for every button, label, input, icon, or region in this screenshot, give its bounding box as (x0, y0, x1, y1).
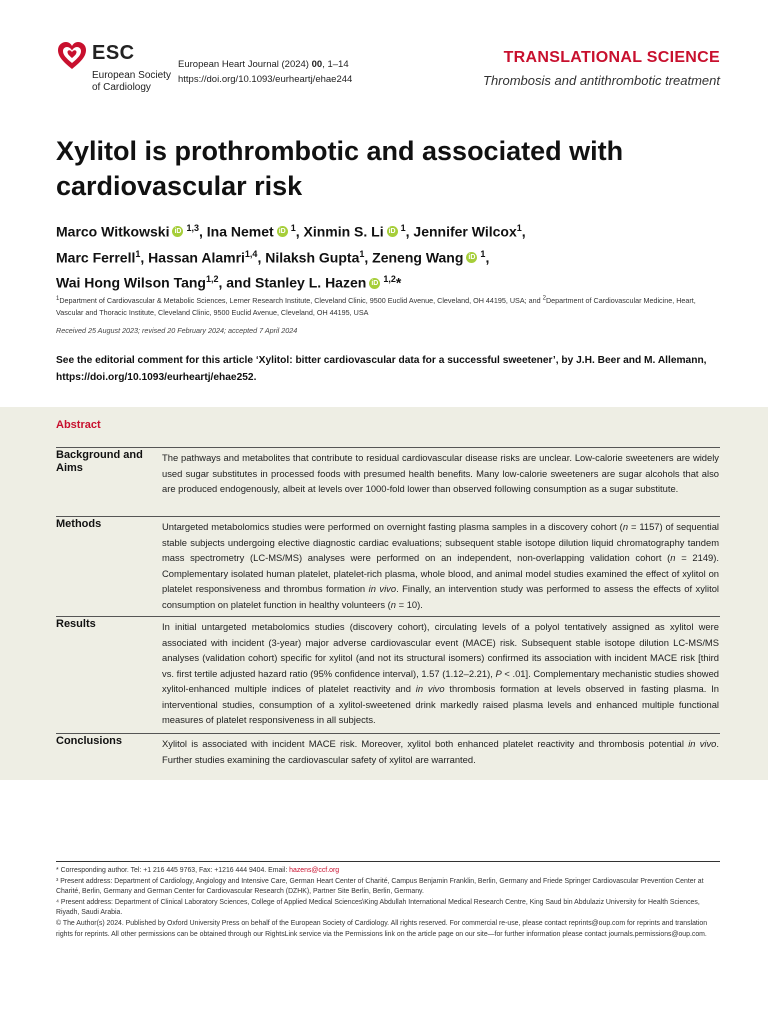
doi-link[interactable]: https://doi.org/10.1093/eurheartj/ehae244 (178, 74, 353, 85)
author-list: Marco Witkowski iD $^{1,3}$, Ina Nemet iD $^1$, Xinmin S. Li iD $^1$, Jennifer Wilcox$^1$, Marc Ferrell$^1$, Hassan Alamri$^{1,4}$, Nilaksh Gupta$^1$, Zeneng Wang iD $^1$, Wai Hong Wilson Tang$^{1,2}$, and Stanley L. Hazen iD $^{1,2}$* (56, 223, 526, 291)
esc-name-line2: of Cardiology (92, 82, 151, 93)
author-affiliation-sup: 1 (290, 223, 296, 233)
author-affiliation-sup: 1,3 (186, 223, 199, 233)
journal-volume: 00 (311, 59, 323, 70)
abstract-section-results (56, 616, 720, 732)
author-affiliation-sup: 1,2 (205, 274, 219, 285)
journal-name: European Heart Journal (2024) (178, 59, 309, 70)
editorial-note: See the editorial comment for this article ‘Xylitol: bitter cardiovascular data for a successful sweetener’, by J.H. Beer and M. Allemann, https://doi.org/10.1093/eurheartj/ehae252. (56, 355, 707, 383)
section-title: TRANSLATIONAL SCIENCE (503, 49, 720, 66)
journal-pages: , 1–14 (322, 59, 349, 70)
article-title: Xylitol is prothrombotic and associated with cardiovascular risk (56, 136, 624, 201)
author-name: Jennifer Wilcox (413, 223, 517, 240)
copyright-notice: © The Author(s) 2024. Published by Oxford University Press on behalf of the European Society of Cardiology. All rights reserved. For commercial re-use, please contact reprints@oup.com for reprints and translation rights for reprints. All other permissions can be obtained through our RightsLink service via the Permissions link on the article page on our site—for further information please contact journals.permissions@oup.com. (56, 919, 708, 938)
footnotes (56, 861, 720, 940)
abstract-heading: Abstract (56, 419, 101, 431)
author-affiliation-sup: 1 (516, 223, 522, 233)
author-affiliation-sup: 1 (480, 248, 486, 259)
page-header (56, 40, 720, 100)
abstract-text: In initial untargeted metabolomics studies (discovery cohort), circulating levels of a polyol tentatively assigned as xylitol were associated with incident (3-year) major adverse cardiovascular event (MACE) risk. Subsequent stable isotope dilution LC-MS/MS analyses (validation cohort) specific for xylitol (and not its structural isomers) confirmed its association with incident MACE risk [third vs. first tertile adjusted hazard ratio (95% confidence interval), 1.57 (1.12–2.21), P < .01]. Complementary mechanistic studies showed xylitol-enhanced multiple indices of platelet reactivity and in vivo thrombosis formation at levels observed in fasting plasma. In interventional studies, consumption of a xylitol-sweetened drink markedly raised plasma levels and enhanced multiple functional measures of platelet responsiveness in all subjects. (162, 621, 719, 725)
section-subtitle: Thrombosis and antithrombotic treatment (483, 73, 720, 88)
email-link[interactable]: hazens@ccf.org (289, 867, 340, 874)
abstract-box (0, 407, 768, 780)
esc-heart-icon (56, 40, 88, 72)
author-affiliation-sup: 1 (359, 248, 365, 259)
abstract-section-conclusions (56, 733, 720, 774)
author-name: Zeneng Wang (372, 249, 464, 266)
abstract-section-background (56, 447, 720, 515)
esc-full-name (92, 70, 171, 94)
orcid-icon[interactable]: iD (278, 228, 286, 236)
abstract-label: Results (56, 618, 96, 630)
footnote-present-address-3: ³ Present address: Department of Cardiology, Angiology and Intensive Care, German Heart Center of Charité, Campus Benjamin Franklin, Berlin, Germany and Friede Springer Cardiovascular Prevention Center at Charité, Berlin, Germany and German Center for Cardiovascular Research (DZHK), Partner Site Berlin, Berlin, Germany. (56, 877, 704, 896)
author-name: Ina Nemet (206, 223, 274, 240)
author-affiliation-sup: 1 (400, 223, 406, 233)
author-name: Nilaksh Gupta (265, 249, 360, 266)
journal-citation (178, 57, 352, 87)
received-dates: Received 25 August 2023; revised 20 February 2024; accepted 7 April 2024 (56, 326, 298, 335)
affiliations: $^1$Department of Cardiovascular & Metabolic Sciences, Lerner Research Institute, Cleveland Clinic, 9500 Euclid Avenue, Cleveland, OH 44195, USA; and $^2$Department of Cardiovascular Medicine, Heart, Vascular and Thoracic Institute, Cleveland Clinic, 9500 Euclid Avenue, Cleveland, OH 44195, USA (56, 296, 696, 318)
author-name: Marc Ferrell (56, 249, 136, 266)
corresponding-author: * Corresponding author. Tel: +1 216 445 9763, Fax: +1216 444 9404. Email: hazens@ccf.org (56, 867, 340, 874)
abstract-label: Methods (56, 518, 102, 530)
esc-logo (56, 40, 176, 96)
author-affiliation-sup: 1,4 (244, 248, 258, 259)
author-name: Hassan Alamri (148, 249, 245, 266)
author-name: Wai Hong Wilson Tang (56, 274, 206, 291)
author-affiliation-sup: 1 (135, 248, 141, 259)
abstract-label: Background and Aims (56, 449, 143, 474)
author-name: Marco Witkowski (56, 223, 170, 240)
affiliation-text: Department of Cardiovascular & Metabolic Sciences, Lerner Research Institute, Cleveland Clinic, 9500 Euclid Avenue, Cleveland, OH 44195, USA; and $^2$Department of Cardiovascular Medicine, Heart, Vascular and Thoracic Institute, Cleveland Clinic, 9500 Euclid Avenue, Cleveland, OH 44195, USA (56, 296, 696, 318)
author-name: Xinmin S. Li (303, 223, 384, 240)
abstract-text: The pathways and metabolites that contribute to residual cardiovascular disease risks are unclear. Low-calorie sweeteners are widely used sugar substitutes in processed foods with presumed health benefits. Many low-calorie sweeteners are sugar alcohols that also are produced endogenously, albeit at levels over 1000-fold lower than observed following consumption as a sugar substitute. (162, 452, 719, 494)
orcid-icon[interactable]: iD (388, 228, 396, 236)
author-name: Stanley L. Hazen (255, 274, 367, 291)
orcid-icon[interactable]: iD (371, 279, 379, 287)
esc-abbrev: ESC (92, 42, 135, 64)
orcid-icon[interactable]: iD (174, 228, 182, 236)
esc-name-line1: European Society (92, 70, 171, 81)
orcid-icon[interactable]: iD (468, 254, 476, 262)
abstract-label: Conclusions (56, 735, 123, 747)
abstract-text: Untargeted metabolomics studies were performed on overnight fasting plasma samples in a discovery cohort (n = 1157) of sequential stable subjects undergoing elective diagnostic cardiac evaluations; subsequent stable isotope dilution liquid chromatography tandem mass spectrometry (LC-MS/MS) analyses were performed on an independent, non-overlapping validation cohort (n = 2149). Complementary isolated human platelet, platelet-rich plasma, whole blood, and animal model studies examined the effect of xylitol on platelet responsiveness and thrombus formation in vivo. Finally, an intervention study was performed to assess the effects of xylitol consumption on platelet function in healthy volunteers (n = 10). (162, 521, 720, 610)
abstract-text: Xylitol is associated with incident MACE risk. Moreover, xylitol both enhanced platelet reactivity and thrombosis potential in vivo. Further studies examining the cardiovascular safety of xylitol are warranted. (162, 738, 719, 765)
footnote-present-address-4: ⁴ Present address: Department of Clinical Laboratory Sciences, College of Applied Medical Sciences\King Abdullah International Medical Research Centre, King Saud bin Abdulaziz University for Health Sciences, Riyadh, Saudi Arabia. (56, 898, 700, 917)
author-affiliation-sup: 1,2 (383, 274, 396, 285)
abstract-section-methods (56, 516, 720, 615)
